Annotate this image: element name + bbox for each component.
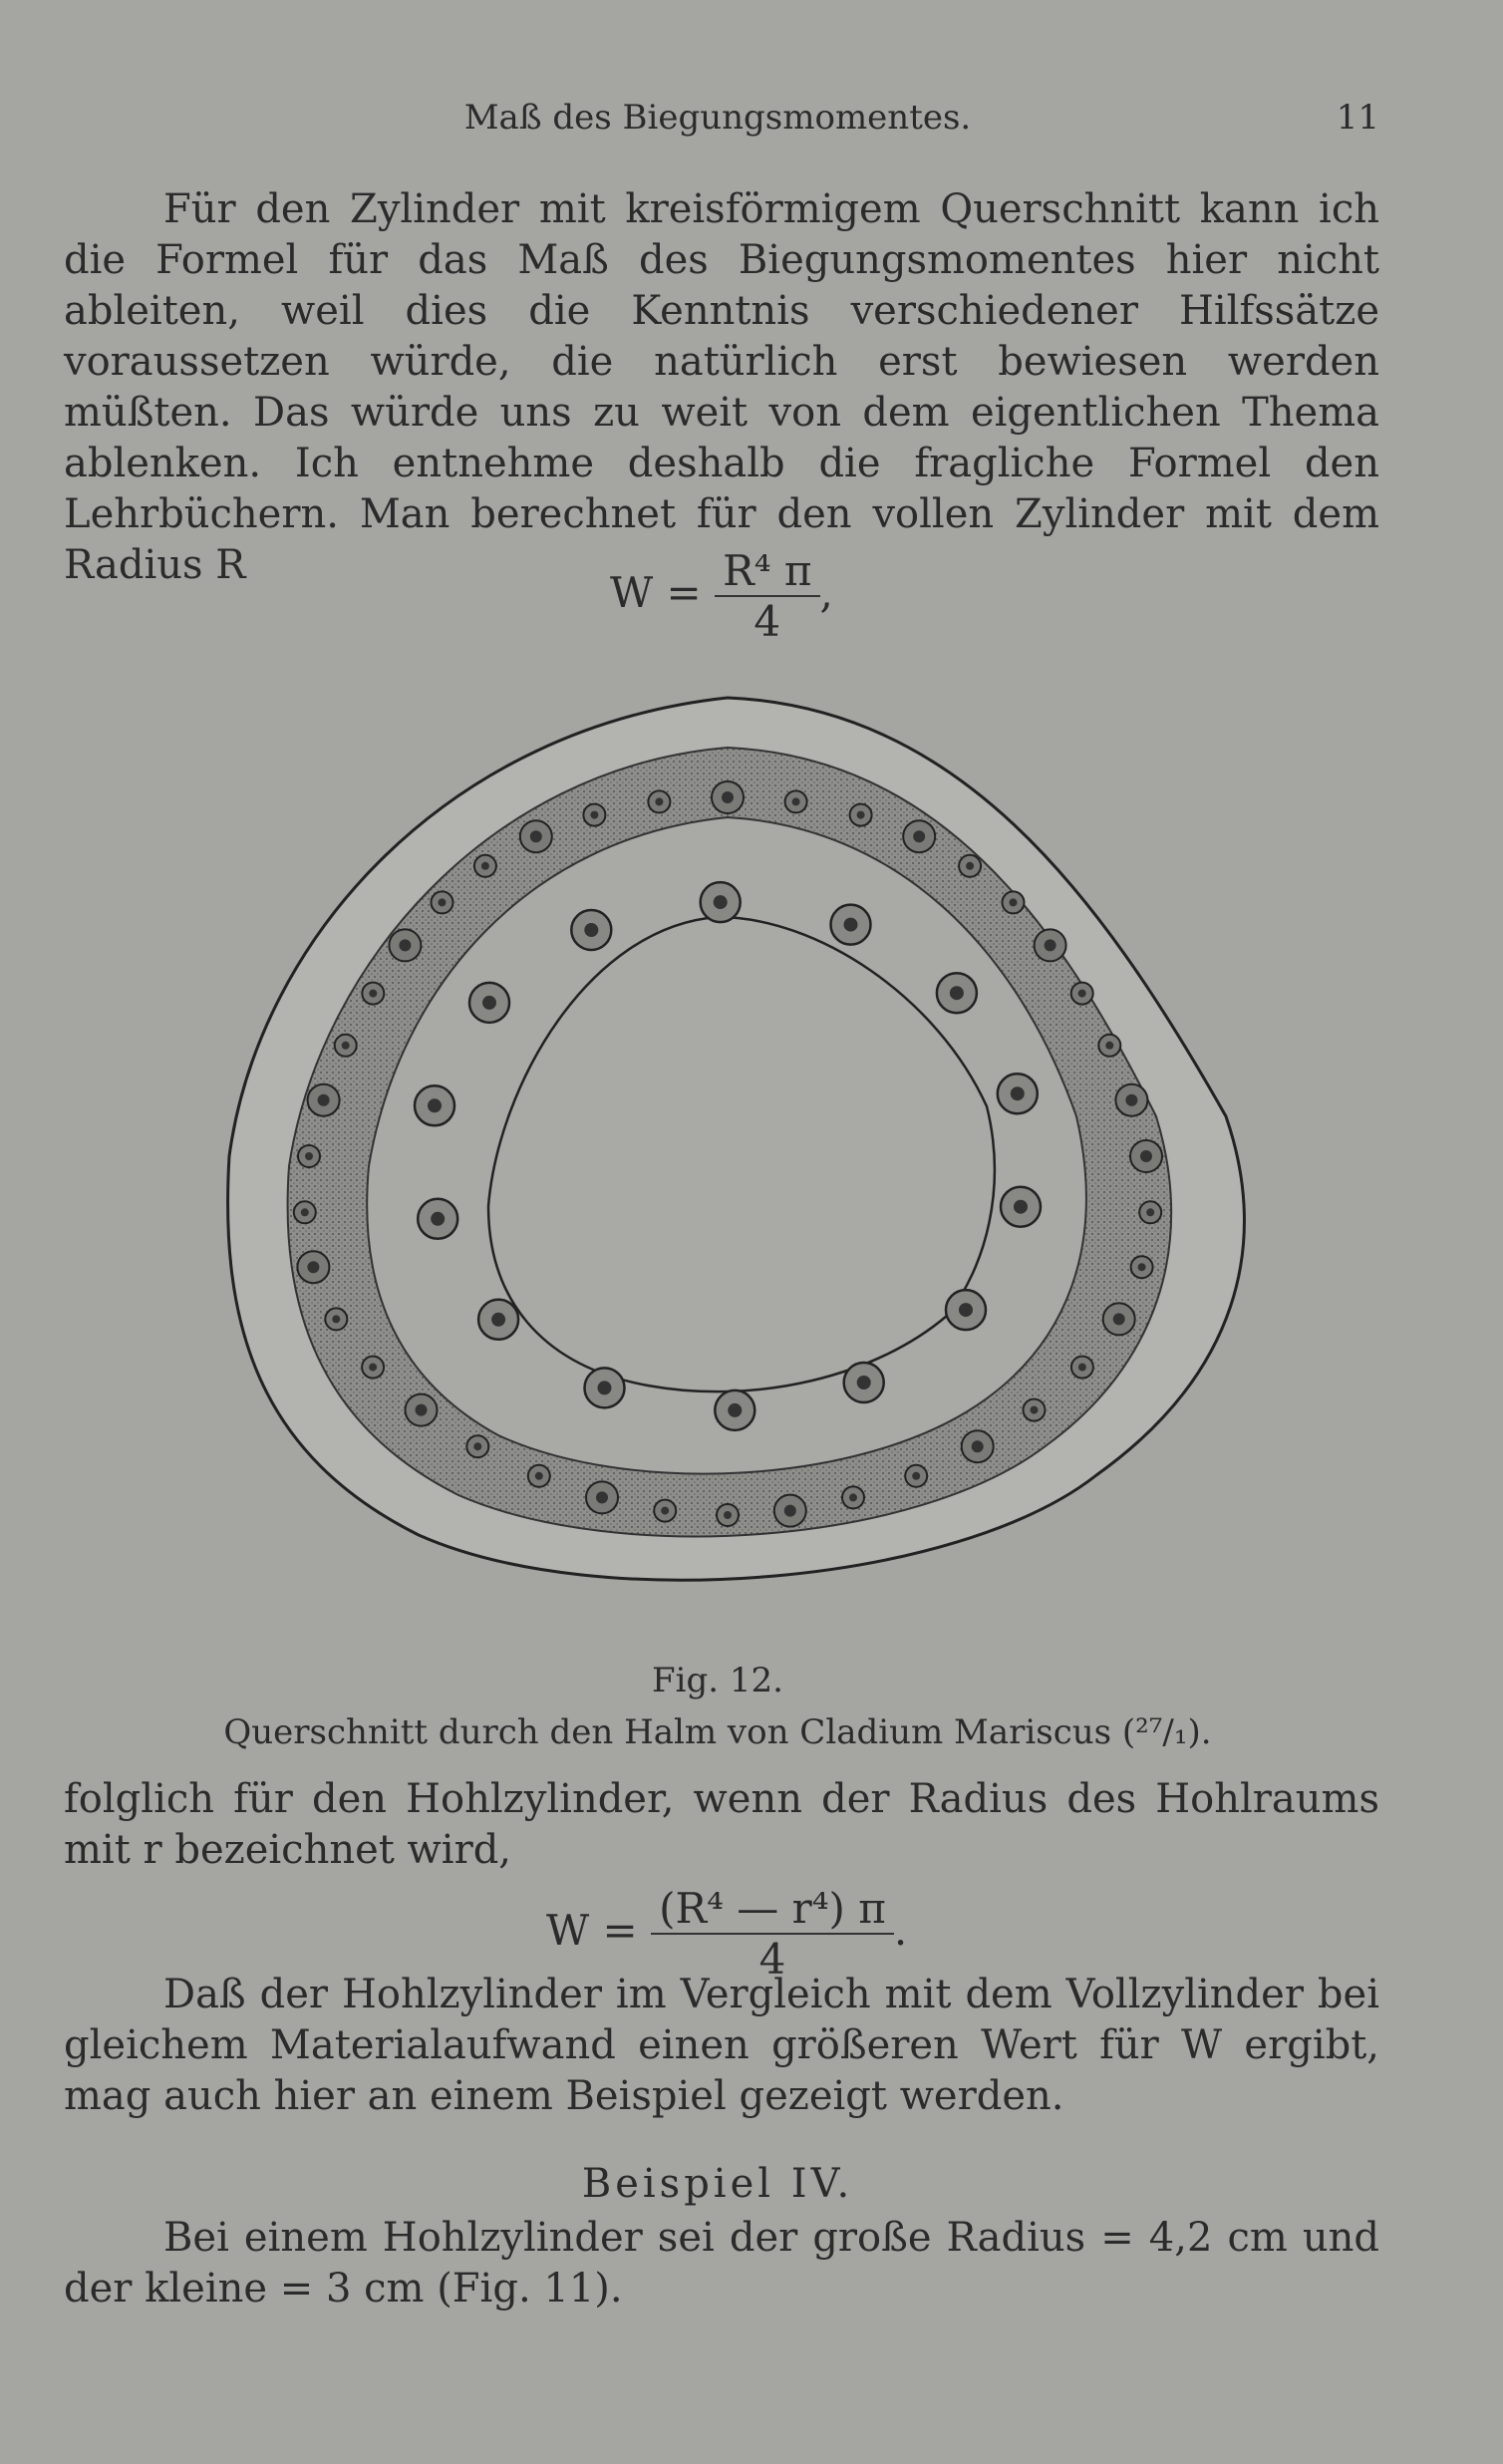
cross-section-figure: [199, 688, 1256, 1625]
bundle-core: [307, 1261, 319, 1273]
formula-lhs: W =: [546, 1906, 638, 1955]
bundle-core: [655, 797, 663, 805]
bundle-core: [473, 1442, 481, 1450]
paragraph-intro: Für den Zylinder mit kreisförmigem Querschnitt kann ich die Formel für das Maß des Biegungsmomentes hier nicht ableiten, weil dies die Kenntnis verschiedener Hilfssätze voraussetzen würde, die natürlich erst bewiesen werden müßten. Das würde uns zu weit von dem eigentlichen Thema ablenken. Ich entnehme deshalb die fragliche Formel den Lehrbüchern. Man berechnet für den vollen Zylinder mit dem Radius R: [64, 186, 1379, 588]
bundle-core: [1125, 1094, 1137, 1106]
bundle-core: [530, 830, 542, 842]
bundle-core: [491, 1313, 505, 1327]
bundle-core: [318, 1094, 330, 1106]
paragraph-comparison: Daß der Hohlzylinder im Vergleich mit dem Vollzylinder bei gleichem Materialaufwand einen größeren Wert für W ergibt, mag auch hier an einem Beispiel gezeigt werden.: [64, 1972, 1379, 2119]
bundle-core: [369, 1364, 377, 1372]
bundle-core: [301, 1208, 309, 1216]
bundle-core: [482, 996, 496, 1010]
bundle-core: [1113, 1313, 1125, 1325]
bundle-core: [416, 1404, 428, 1416]
bundle-core: [714, 895, 728, 909]
formula-numerator: (R⁴ — r⁴) π: [651, 1884, 894, 1935]
formula-trail: ,: [819, 568, 833, 617]
bundle-core: [966, 862, 974, 870]
bundle-core: [428, 1098, 442, 1112]
figure-label: Fig. 12.: [652, 1661, 783, 1700]
bundle-core: [1138, 1263, 1146, 1271]
formula-fraction: [715, 546, 819, 646]
bundle-core: [728, 1403, 742, 1417]
bundle-core: [399, 939, 411, 951]
bundle-core: [590, 811, 598, 819]
bundle-core: [596, 1491, 608, 1503]
bundle-core: [1010, 898, 1018, 906]
bundle-core: [1014, 1200, 1028, 1214]
bundle-core: [1140, 1150, 1152, 1162]
bundle-core: [535, 1472, 543, 1480]
bundle-core: [661, 1507, 669, 1515]
bundle-core: [481, 862, 489, 870]
formula-denominator: 4: [753, 597, 781, 646]
bundle-core: [784, 1505, 796, 1517]
bundle-core: [849, 1493, 857, 1501]
formula-numerator: R⁴ π: [715, 546, 819, 597]
bundle-core: [857, 811, 865, 819]
bundle-core: [342, 1042, 350, 1050]
bundle-core: [1031, 1406, 1039, 1414]
running-title: Maß des Biegungsmomentes.: [463, 98, 972, 138]
formula-fraction: [651, 1884, 894, 1984]
bundle-core: [722, 791, 734, 803]
bundle-core: [1146, 1208, 1154, 1216]
formula-lhs: W =: [610, 568, 702, 617]
bundle-core: [912, 1472, 920, 1480]
figure-caption: Querschnitt durch den Halm von Cladium Mariscus (²⁷/₁).: [223, 1712, 1212, 1752]
bundle-core: [950, 986, 964, 1000]
bundle-core: [1078, 1364, 1086, 1372]
bundle-core: [972, 1440, 984, 1452]
section-heading: Beispiel IV.: [581, 2161, 854, 2207]
formula-denominator: 4: [758, 1935, 786, 1984]
formula-hollow-cylinder: [546, 1884, 907, 1984]
bundle-core: [332, 1315, 340, 1323]
bundle-core: [857, 1376, 871, 1389]
paragraph-hollow-cylinder: folglich für den Hohlzylinder, wenn der Radius des Hohlraums mit r bezeichnet wird,: [64, 1776, 1379, 1873]
bundle-core: [724, 1511, 732, 1519]
bundle-core: [792, 797, 800, 805]
bundle-core: [1045, 939, 1056, 951]
bundle-core: [1105, 1042, 1113, 1050]
bundle-core: [439, 898, 447, 906]
stem-cross-section: [228, 698, 1245, 1580]
bundle-core: [584, 923, 598, 937]
bundle-core: [1078, 990, 1086, 998]
bundle-core: [431, 1212, 445, 1226]
bundle-core: [959, 1303, 973, 1317]
bundle-core: [305, 1152, 313, 1160]
bundle-core: [913, 830, 925, 842]
formula-full-cylinder: [610, 546, 833, 646]
bundle-core: [598, 1381, 612, 1394]
paragraph-example: Bei einem Hohlzylinder sei der große Radius = 4,2 cm und der kleine = 3 cm (Fig. 11).: [64, 2215, 1379, 2311]
page-number: 11: [1336, 98, 1379, 138]
bundle-core: [369, 990, 377, 998]
bundle-core: [844, 918, 858, 932]
bundle-core: [1011, 1086, 1025, 1100]
formula-trail: .: [893, 1906, 908, 1955]
